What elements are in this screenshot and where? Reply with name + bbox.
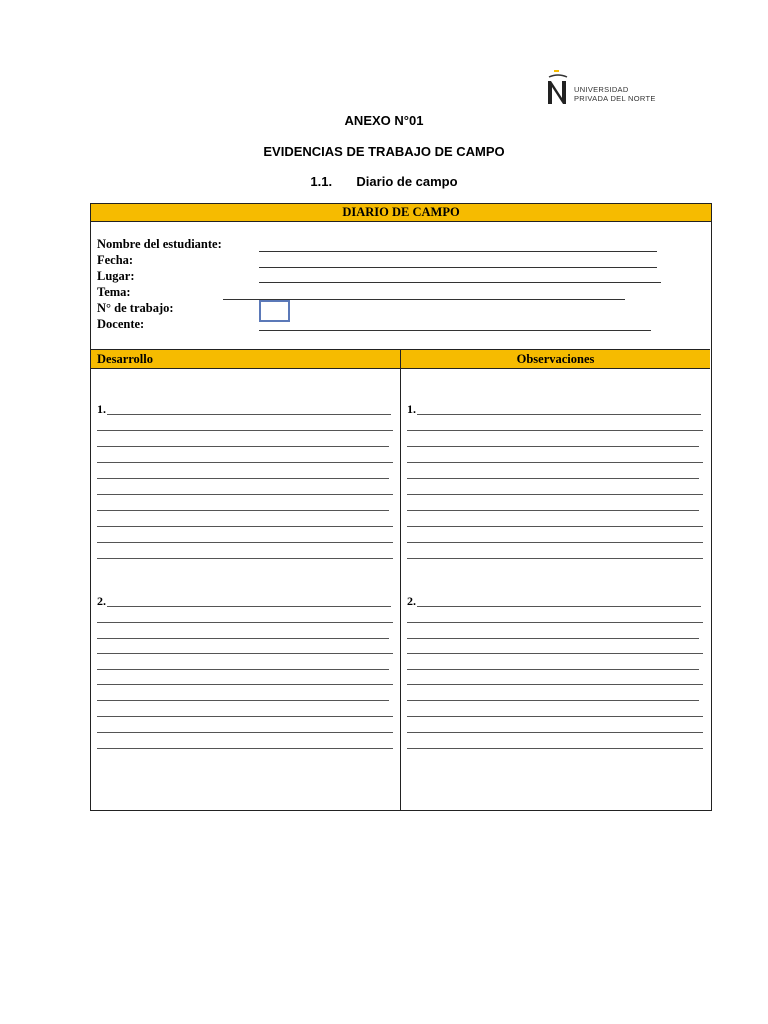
writing-line[interactable] bbox=[407, 684, 703, 685]
writing-line[interactable] bbox=[417, 414, 701, 415]
observations-item-2-number: 2. bbox=[407, 594, 416, 608]
observations-column bbox=[407, 369, 707, 809]
place-label: Lugar: bbox=[97, 269, 135, 283]
upn-n-logo-icon bbox=[545, 70, 571, 106]
writing-line[interactable] bbox=[97, 478, 389, 479]
student-name-line[interactable] bbox=[259, 251, 657, 252]
writing-line[interactable] bbox=[407, 542, 703, 543]
writing-line[interactable] bbox=[97, 446, 389, 447]
writing-line[interactable] bbox=[407, 732, 703, 733]
writing-line[interactable] bbox=[407, 716, 703, 717]
writing-line[interactable] bbox=[407, 653, 703, 654]
document-title: EVIDENCIAS DE TRABAJO DE CAMPO bbox=[263, 144, 505, 159]
writing-line[interactable] bbox=[97, 653, 393, 654]
logo-text bbox=[574, 85, 656, 103]
writing-line[interactable] bbox=[107, 414, 391, 415]
writing-line[interactable] bbox=[407, 494, 703, 495]
development-column-header: Desarrollo bbox=[91, 349, 401, 369]
form-title-bar: DIARIO DE CAMPO bbox=[91, 204, 711, 222]
writing-line[interactable] bbox=[407, 638, 699, 639]
place-line[interactable] bbox=[259, 282, 661, 283]
section-heading bbox=[0, 174, 768, 189]
work-number-box[interactable] bbox=[259, 300, 290, 322]
work-number-label: N° de trabajo: bbox=[97, 301, 174, 315]
writing-line[interactable] bbox=[97, 494, 393, 495]
teacher-line[interactable] bbox=[259, 330, 651, 331]
writing-line[interactable] bbox=[407, 526, 703, 527]
writing-line[interactable] bbox=[97, 462, 393, 463]
writing-line[interactable] bbox=[407, 700, 699, 701]
development-item-2-number: 2. bbox=[97, 594, 106, 608]
topic-label: Tema: bbox=[97, 285, 131, 299]
date-line[interactable] bbox=[259, 267, 657, 268]
logo-line-1: UNIVERSIDAD bbox=[574, 85, 629, 94]
section-number: 1.1. bbox=[310, 174, 333, 189]
writing-line[interactable] bbox=[407, 430, 703, 431]
writing-line[interactable] bbox=[97, 748, 393, 749]
section-title: Diario de campo bbox=[356, 174, 458, 189]
writing-line[interactable] bbox=[97, 526, 393, 527]
writing-line[interactable] bbox=[407, 446, 699, 447]
field-diary-form bbox=[90, 203, 712, 811]
writing-line[interactable] bbox=[97, 510, 389, 511]
development-item-1-number: 1. bbox=[97, 402, 106, 416]
writing-line[interactable] bbox=[97, 430, 393, 431]
writing-line[interactable] bbox=[97, 684, 393, 685]
writing-line[interactable] bbox=[97, 558, 393, 559]
teacher-label: Docente: bbox=[97, 317, 145, 331]
writing-line[interactable] bbox=[97, 638, 389, 639]
column-divider bbox=[400, 369, 401, 811]
logo-line-2: PRIVADA DEL NORTE bbox=[574, 94, 656, 103]
writing-line[interactable] bbox=[407, 510, 699, 511]
writing-line[interactable] bbox=[407, 669, 699, 670]
observations-column-header: Observaciones bbox=[401, 349, 710, 369]
university-logo bbox=[545, 70, 670, 110]
writing-line[interactable] bbox=[97, 622, 393, 623]
writing-line[interactable] bbox=[107, 606, 391, 607]
writing-line[interactable] bbox=[97, 716, 393, 717]
date-label: Fecha: bbox=[97, 253, 134, 267]
writing-line[interactable] bbox=[417, 606, 701, 607]
observations-item-1-number: 1. bbox=[407, 402, 416, 416]
writing-line[interactable] bbox=[407, 748, 703, 749]
writing-line[interactable] bbox=[97, 542, 393, 543]
writing-line[interactable] bbox=[97, 732, 393, 733]
writing-line[interactable] bbox=[407, 462, 703, 463]
writing-line[interactable] bbox=[97, 700, 389, 701]
writing-line[interactable] bbox=[407, 558, 703, 559]
development-column bbox=[97, 369, 397, 809]
annex-title: ANEXO N°01 bbox=[344, 113, 424, 128]
writing-line[interactable] bbox=[407, 622, 703, 623]
student-name-label: Nombre del estudiante: bbox=[97, 237, 222, 251]
writing-line[interactable] bbox=[407, 478, 699, 479]
writing-line[interactable] bbox=[97, 669, 389, 670]
